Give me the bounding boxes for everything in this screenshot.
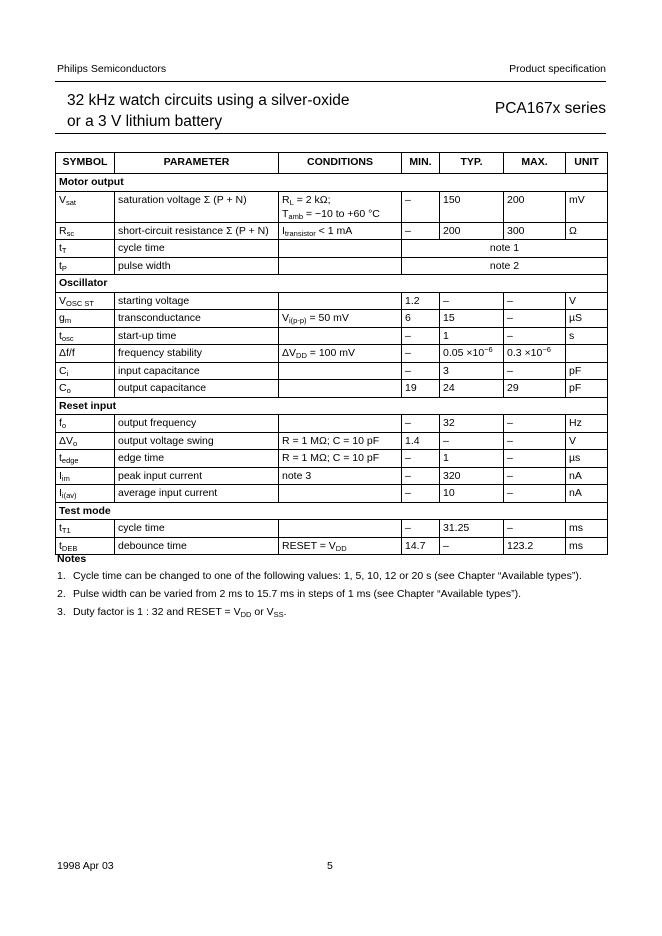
parameter-cell: output voltage swing [115, 432, 279, 450]
max-cell: 123.2 [504, 537, 566, 555]
section-motor-output: Motor output [56, 174, 608, 192]
typ-cell: 150 [440, 191, 504, 222]
company-name: Philips Semiconductors [57, 63, 167, 75]
notes-section [57, 553, 617, 624]
symbol-cell: $\Delta V_o$ [56, 432, 115, 450]
title-line-2: or a 3 V lithium battery [67, 113, 223, 130]
header-rule [55, 81, 606, 82]
note-ref-cell: note 1 [402, 240, 608, 258]
table-row [56, 485, 608, 503]
conditions-cell [279, 485, 402, 503]
table-row [56, 415, 608, 433]
min-cell: 1.4 [402, 432, 440, 450]
unit-cell: µs [566, 450, 608, 468]
typ-cell: 31.25 [440, 520, 504, 538]
conditions-cell: $V_{i(p-p)} = 50$ mV [279, 310, 402, 328]
symbol-cell: Δf/f [56, 345, 115, 363]
section-row [56, 174, 608, 192]
table-row [56, 327, 608, 345]
min-cell: – [402, 520, 440, 538]
conditions-cell: $R_L = 2$ kΩ; $T_{amb} = -10$ to +60 °C [279, 191, 402, 222]
min-cell: 6 [402, 310, 440, 328]
note-item: 2. Pulse width can be varied from 2 ms to 15.7 ms in steps of 1 ms (see Chapter “Available types”). [57, 588, 522, 600]
unit-cell: pF [566, 362, 608, 380]
col-header-unit: UNIT [566, 153, 608, 174]
max-cell: – [504, 520, 566, 538]
parameter-cell: saturation voltage Σ (P + N) [115, 191, 279, 222]
conditions-cell: R = 1 MΩ; C = 10 pF [279, 432, 402, 450]
table-row [56, 520, 608, 538]
section-oscillator: Oscillator [56, 275, 608, 293]
parameter-cell: output frequency [115, 415, 279, 433]
col-header-parameter: PARAMETER [115, 153, 279, 174]
table-row [56, 450, 608, 468]
unit-cell: V [566, 292, 608, 310]
typ-cell: $0.05 \times 10^{-6}$ [440, 345, 504, 363]
table-row [56, 222, 608, 240]
section-row [56, 502, 608, 520]
parameter-cell: cycle time [115, 520, 279, 538]
max-cell: – [504, 415, 566, 433]
conditions-cell [279, 327, 402, 345]
unit-cell: nA [566, 485, 608, 503]
parameter-cell: output capacitance [115, 380, 279, 398]
min-cell: – [402, 450, 440, 468]
col-header-max: MAX. [504, 153, 566, 174]
unit-cell: ms [566, 537, 608, 555]
parameter-cell: frequency stability [115, 345, 279, 363]
max-cell: – [504, 327, 566, 345]
conditions-cell: $\Delta V_{DD} = 100$ mV [279, 345, 402, 363]
section-row [56, 397, 608, 415]
typ-cell: 15 [440, 310, 504, 328]
typ-cell: 1 [440, 450, 504, 468]
symbol-cell: $t_{osc}$ [56, 327, 115, 345]
conditions-cell: R = 1 MΩ; C = 10 pF [279, 450, 402, 468]
min-cell: 1.2 [402, 292, 440, 310]
typ-cell: 1 [440, 327, 504, 345]
min-cell: 19 [402, 380, 440, 398]
min-cell: – [402, 485, 440, 503]
parameter-cell: short-circuit resistance Σ (P + N) [115, 222, 279, 240]
symbol-cell: $I_{i(av)}$ [56, 485, 115, 503]
parameter-cell: pulse width [115, 257, 279, 275]
symbol-cell: $I_{im}$ [56, 467, 115, 485]
parameter-cell: input capacitance [115, 362, 279, 380]
symbol-cell: $t_T$ [56, 240, 115, 258]
max-cell: – [504, 485, 566, 503]
unit-cell: µS [566, 310, 608, 328]
table-row [56, 467, 608, 485]
max-cell: 300 [504, 222, 566, 240]
table-row [56, 432, 608, 450]
symbol-cell: $R_{sc}$ [56, 222, 115, 240]
max-cell: 29 [504, 380, 566, 398]
typ-cell: – [440, 537, 504, 555]
parameter-cell: starting voltage [115, 292, 279, 310]
note-ref-cell: note 2 [402, 257, 608, 275]
table-row [56, 380, 608, 398]
unit-cell: mV [566, 191, 608, 222]
symbol-cell: $t_{DEB}$ [56, 537, 115, 555]
unit-cell: ms [566, 520, 608, 538]
max-cell: – [504, 432, 566, 450]
footer-date: 1998 Apr 03 [57, 860, 114, 872]
typ-cell: 320 [440, 467, 504, 485]
document-type: Product specification [509, 63, 606, 75]
unit-cell: Ω [566, 222, 608, 240]
symbol-cell: $V_{sat}$ [56, 191, 115, 222]
max-cell: – [504, 450, 566, 468]
conditions-cell [279, 257, 402, 275]
characteristics-table [55, 152, 608, 555]
document-title [67, 90, 350, 132]
max-cell: 200 [504, 191, 566, 222]
parameter-cell: edge time [115, 450, 279, 468]
table-row [56, 537, 608, 555]
table-row [56, 240, 608, 258]
symbol-cell: $t_{T1}$ [56, 520, 115, 538]
table-row [56, 362, 608, 380]
typ-cell: – [440, 432, 504, 450]
max-cell: – [504, 292, 566, 310]
max-cell: $0.3 \times 10^{-6}$ [504, 345, 566, 363]
conditions-cell [279, 415, 402, 433]
symbol-cell: $C_i$ [56, 362, 115, 380]
symbol-cell: $C_o$ [56, 380, 115, 398]
min-cell: – [402, 327, 440, 345]
title-line-1: 32 kHz watch circuits using a silver-oxide [67, 92, 350, 109]
symbol-cell: $t_{edge}$ [56, 450, 115, 468]
parameter-cell: peak input current [115, 467, 279, 485]
min-cell: – [402, 345, 440, 363]
max-cell: – [504, 467, 566, 485]
typ-cell: 3 [440, 362, 504, 380]
conditions-cell [279, 292, 402, 310]
table-row [56, 257, 608, 275]
notes-heading: Notes [57, 553, 87, 565]
table-row [56, 345, 608, 363]
typ-cell: 200 [440, 222, 504, 240]
min-cell: – [402, 467, 440, 485]
table-row [56, 310, 608, 328]
parameter-cell: transconductance [115, 310, 279, 328]
title-rule [55, 133, 606, 134]
section-row [56, 275, 608, 293]
unit-cell: s [566, 327, 608, 345]
parameter-cell: average input current [115, 485, 279, 503]
min-cell: – [402, 362, 440, 380]
parameter-cell: debounce time [115, 537, 279, 555]
page-number: 5 [327, 860, 333, 872]
min-cell: – [402, 191, 440, 222]
unit-cell: pF [566, 380, 608, 398]
max-cell: – [504, 310, 566, 328]
parameter-cell: start-up time [115, 327, 279, 345]
unit-cell: V [566, 432, 608, 450]
col-header-symbol: SYMBOL [56, 153, 115, 174]
section-reset-input: Reset input [56, 397, 608, 415]
conditions-cell [279, 240, 402, 258]
col-header-min: MIN. [402, 153, 440, 174]
min-cell: 14.7 [402, 537, 440, 555]
note-item: 3. Duty factor is 1 : 32 and RESET = $V_{DD}$ or $V_{SS}$. [57, 606, 287, 619]
parameter-cell: cycle time [115, 240, 279, 258]
typ-cell: – [440, 292, 504, 310]
note-item: 1. Cycle time can be changed to one of the following values: 1, 5, 10, 12 or 20 s (see Chapter “Available types”). [57, 570, 582, 582]
series-name: PCA167x series [494, 100, 606, 117]
typ-cell: 32 [440, 415, 504, 433]
conditions-cell [279, 380, 402, 398]
unit-cell: Hz [566, 415, 608, 433]
conditions-cell [279, 520, 402, 538]
conditions-cell: $I_{transistor} < 1$ mA [279, 222, 402, 240]
unit-cell: nA [566, 467, 608, 485]
col-header-typ: TYP. [440, 153, 504, 174]
symbol-cell: $f_o$ [56, 415, 115, 433]
max-cell: – [504, 362, 566, 380]
conditions-cell [279, 362, 402, 380]
table-row [56, 191, 608, 222]
symbol-cell: $t_P$ [56, 257, 115, 275]
symbol-cell: $V_{OSC ST}$ [56, 292, 115, 310]
unit-cell [566, 345, 608, 363]
typ-cell: 10 [440, 485, 504, 503]
typ-cell: 24 [440, 380, 504, 398]
min-cell: – [402, 415, 440, 433]
table-header-row [56, 153, 608, 174]
symbol-cell: $g_m$ [56, 310, 115, 328]
conditions-cell: RESET = $V_{DD}$ [279, 537, 402, 555]
table-row [56, 292, 608, 310]
section-test-mode: Test mode [56, 502, 608, 520]
col-header-conditions: CONDITIONS [279, 153, 402, 174]
conditions-cell: note 3 [279, 467, 402, 485]
min-cell: – [402, 222, 440, 240]
